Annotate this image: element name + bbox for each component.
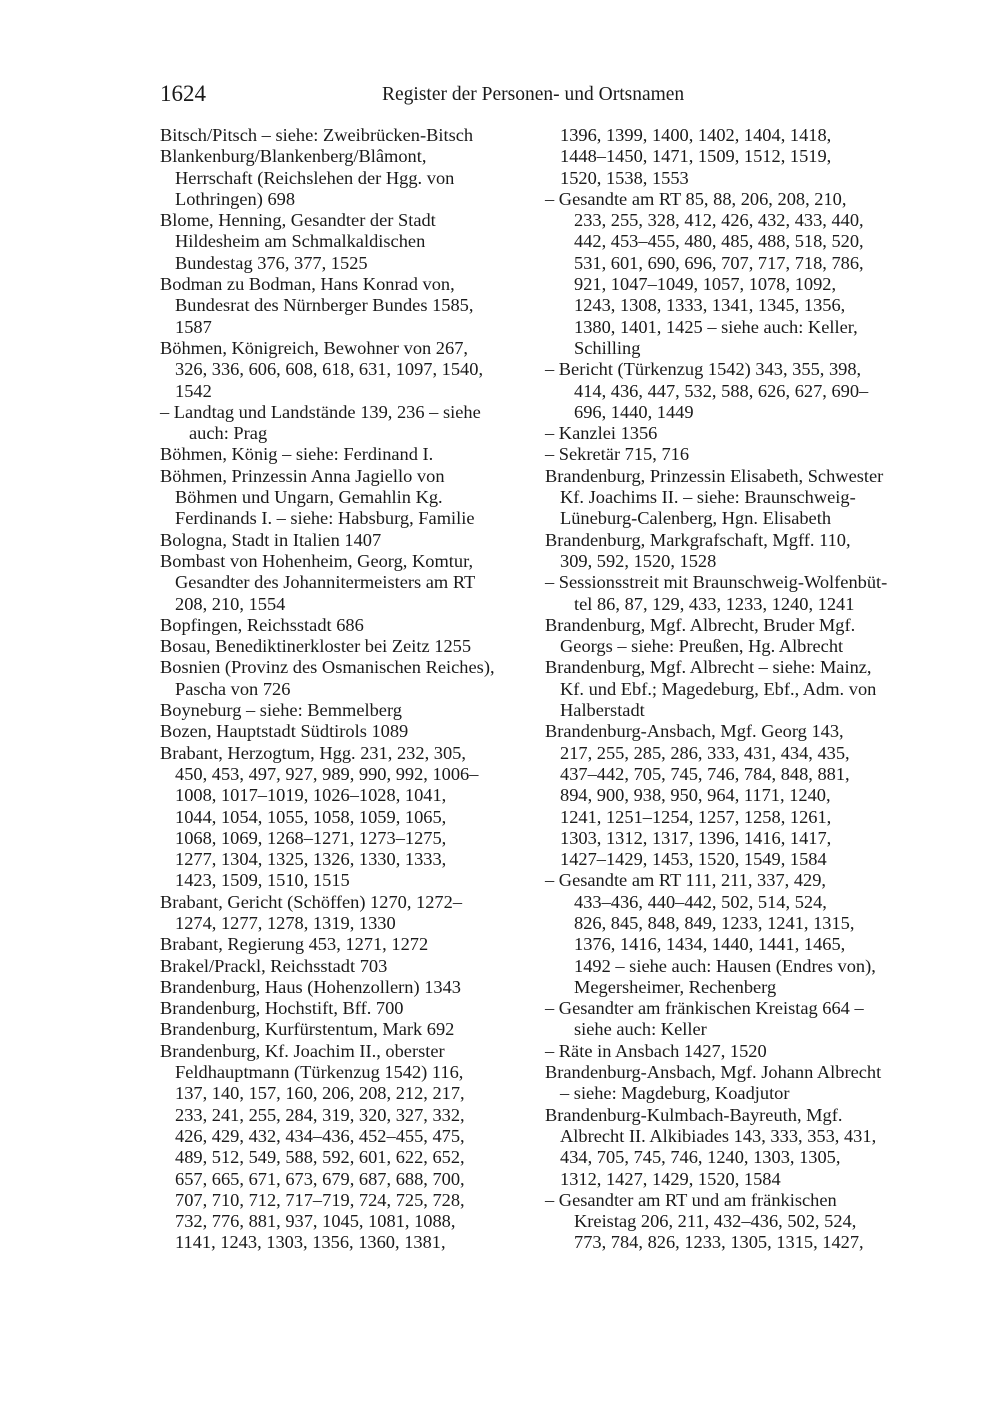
index-line: Kreistag 206, 211, 432–436, 502, 524, [574,1211,857,1232]
index-line: 434, 705, 745, 746, 1240, 1303, 1305, [560,1147,841,1168]
index-line: Albrecht II. Alkibiades 143, 333, 353, 431, [560,1125,877,1146]
index-line: 1587 [175,316,212,337]
index-line: Schilling [574,337,641,358]
index-line: Bodman zu Bodman, Hans Konrad von, [160,274,455,295]
index-line: 1376, 1416, 1434, 1440, 1441, 1465, [574,934,846,955]
index-line: 921, 1047–1049, 1057, 1078, 1092, [574,274,837,295]
index-column-left [160,125,532,1254]
index-line: 1044, 1054, 1055, 1058, 1059, 1065, [175,806,447,827]
index-line: Brandenburg, Mgf. Albrecht – siehe: Mainz, [545,657,872,678]
index-line: 326, 336, 606, 608, 618, 631, 1097, 1540, [175,359,484,380]
index-line: 1008, 1017–1019, 1026–1028, 1041, [175,785,447,806]
index-line: – Gesandter am RT und am fränkischen [545,1189,837,1210]
index-line: Brandenburg-Ansbach, Mgf. Johann Albrecht [545,1062,882,1083]
index-line: 1274, 1277, 1278, 1319, 1330 [175,912,396,933]
index-line: 217, 255, 285, 286, 333, 431, 434, 435, [560,742,850,763]
page-number: 1624 [160,81,206,106]
index-line: 489, 512, 549, 588, 592, 601, 622, 652, [175,1147,465,1168]
index-line: 1380, 1401, 1425 – siehe auch: Keller, [574,316,858,337]
index-line: 442, 453–455, 480, 485, 488, 518, 520, [574,231,864,252]
index-line: 233, 255, 328, 412, 426, 432, 433, 440, [574,210,864,231]
index-line: – Landtag und Landstände 139, 236 – siehe [160,401,481,422]
index-line: Gesandter des Johannitermeisters am RT [175,572,476,593]
index-line: 1520, 1538, 1553 [560,167,689,188]
index-line: 233, 241, 255, 284, 319, 320, 327, 332, [175,1104,465,1125]
index-line: – Gesandte am RT 85, 88, 206, 208, 210, [545,188,847,209]
index-line: 309, 592, 1520, 1528 [560,550,717,571]
index-line: Brakel/Prackl, Reichsstadt 703 [160,955,388,976]
running-title: Register der Personen- und Ortsnamen [382,84,685,105]
index-line: Blankenburg/Blankenberg/Blâmont, [160,146,427,167]
index-line: 1141, 1243, 1303, 1356, 1360, 1381, [175,1232,446,1253]
index-line: Brandenburg-Ansbach, Mgf. Georg 143, [545,721,844,742]
index-line: Lüneburg-Calenberg, Hgn. Elisabeth [560,508,832,529]
index-line: Kf. Joachims II. – siehe: Braunschweig- [560,487,856,508]
index-line: Hildesheim am Schmalkaldischen [175,231,426,252]
index-line: – siehe: Magdeburg, Koadjutor [560,1083,790,1104]
index-line: 657, 665, 671, 673, 679, 687, 688, 700, [175,1168,465,1189]
index-line: Brandenburg, Prinzessin Elisabeth, Schwester [545,465,884,486]
index-line: 531, 601, 690, 696, 707, 717, 718, 786, [574,252,864,273]
index-line: Bundestag 376, 377, 1525 [175,252,368,273]
index-line: Brabant, Herzogtum, Hgg. 231, 232, 305, [160,742,466,763]
page-header [160,80,908,110]
index-line: – Räte in Ansbach 1427, 1520 [545,1040,767,1061]
index-line: Brandenburg, Kurfürstentum, Mark 692 [160,1019,455,1040]
index-line: – Gesandte am RT 111, 211, 337, 429, [545,870,827,891]
index-line: Brandenburg, Mgf. Albrecht, Bruder Mgf. [545,614,856,635]
index-line: auch: Prag [189,423,268,444]
index-line: Ferdinands I. – siehe: Habsburg, Familie [175,508,475,529]
index-line: Bundesrat des Nürnberger Bundes 1585, [175,295,474,316]
index-line: – Sekretär 715, 716 [545,444,690,465]
index-line: – Sessionsstreit mit Braunschweig-Wolfenbüt- [545,572,888,593]
index-line: Megersheimer, Rechenberg [574,976,777,997]
index-line: 1427–1429, 1453, 1520, 1549, 1584 [560,849,827,870]
index-line: Böhmen und Ungarn, Gemahlin Kg. [175,487,443,508]
index-line: 1396, 1399, 1400, 1402, 1404, 1418, [560,125,832,145]
index-line: Bombast von Hohenheim, Georg, Komtur, [160,550,474,571]
index-line: Brandenburg, Hochstift, Bff. 700 [160,998,404,1019]
index-line: – Bericht (Türkenzug 1542) 343, 355, 398, [545,359,862,380]
index-line: 894, 900, 938, 950, 964, 1171, 1240, [560,785,831,806]
index-line: 1243, 1308, 1333, 1341, 1345, 1356, [574,295,846,316]
index-line: Boyneburg – siehe: Bemmelberg [160,700,402,721]
index-line: Böhmen, Königreich, Bewohner von 267, [160,337,468,358]
index-line: – Gesandter am fränkischen Kreistag 664 – [545,998,864,1019]
index-line: 1448–1450, 1471, 1509, 1512, 1519, [560,146,832,167]
index-line: 1423, 1509, 1510, 1515 [175,870,350,891]
index-line: Bosnien (Provinz des Osmanischen Reiches), [160,657,495,678]
index-line: 137, 140, 157, 160, 206, 208, 212, 217, [175,1083,465,1104]
index-line: Böhmen, König – siehe: Ferdinand I. [160,444,434,465]
index-line: Lothringen) 698 [175,188,296,209]
index-column-right [545,125,917,1254]
index-line: siehe auch: Keller [574,1019,707,1040]
index-line: Brandenburg, Haus (Hohenzollern) 1343 [160,976,461,997]
index-line: Bitsch/Pitsch – siehe: Zweibrücken-Bitsch [160,125,474,145]
index-line: Feldhauptmann (Türkenzug 1542) 116, [175,1062,464,1083]
index-line: Brandenburg-Kulmbach-Bayreuth, Mgf. [545,1104,843,1125]
index-line: 450, 453, 497, 927, 989, 990, 992, 1006– [175,763,479,784]
index-line: Blome, Henning, Gesandter der Stadt [160,210,436,231]
index-line: Georgs – siehe: Preußen, Hg. Albrecht [560,636,844,657]
index-line: Bologna, Stadt in Italien 1407 [160,529,382,550]
index-line: 732, 776, 881, 937, 1045, 1081, 1088, [175,1211,456,1232]
index-line: Bopfingen, Reichsstadt 686 [160,614,364,635]
index-line: Bosau, Benediktinerkloster bei Zeitz 1255 [160,636,472,657]
index-line: 1492 – siehe auch: Hausen (Endres von), [574,955,876,976]
index-line: 1312, 1427, 1429, 1520, 1584 [560,1168,781,1189]
index-line: 426, 429, 432, 434–436, 452–455, 475, [175,1125,465,1146]
index-line: – Kanzlei 1356 [545,423,658,444]
index-line: 1303, 1312, 1317, 1396, 1416, 1417, [560,827,832,848]
index-line: 773, 784, 826, 1233, 1305, 1315, 1427, [574,1232,864,1253]
index-line: 437–442, 705, 745, 746, 784, 848, 881, [560,763,850,784]
index-line: Bozen, Hauptstadt Südtirols 1089 [160,721,409,742]
index-line: Böhmen, Prinzessin Anna Jagiello von [160,465,445,486]
index-line: Halberstadt [560,700,645,721]
index-line: 1542 [175,380,212,401]
index-line: 1068, 1069, 1268–1271, 1273–1275, [175,827,447,848]
index-line: Kf. und Ebf.; Magedeburg, Ebf., Adm. von [560,678,877,699]
index-line: 208, 210, 1554 [175,593,286,614]
index-line: 1277, 1304, 1325, 1326, 1330, 1333, [175,849,447,870]
index-line: Brabant, Regierung 453, 1271, 1272 [160,934,429,955]
index-line: 707, 710, 712, 717–719, 724, 725, 728, [175,1189,465,1210]
index-line: Brandenburg, Markgrafschaft, Mgff. 110, [545,529,851,550]
index-line: 696, 1440, 1449 [574,401,694,422]
index-line: Brabant, Gericht (Schöffen) 1270, 1272– [160,891,463,912]
index-line: 414, 436, 447, 532, 588, 626, 627, 690– [574,380,869,401]
index-line: 826, 845, 848, 849, 1233, 1241, 1315, [574,912,855,933]
index-line: tel 86, 87, 129, 433, 1233, 1240, 1241 [574,593,855,614]
index-line: 1241, 1251–1254, 1257, 1258, 1261, [560,806,832,827]
index-line: Pascha von 726 [175,678,291,699]
index-line: Herrschaft (Reichslehen der Hgg. von [175,167,455,188]
index-line: Brandenburg, Kf. Joachim II., oberster [160,1040,445,1061]
index-line: 433–436, 440–442, 502, 514, 524, [574,891,827,912]
